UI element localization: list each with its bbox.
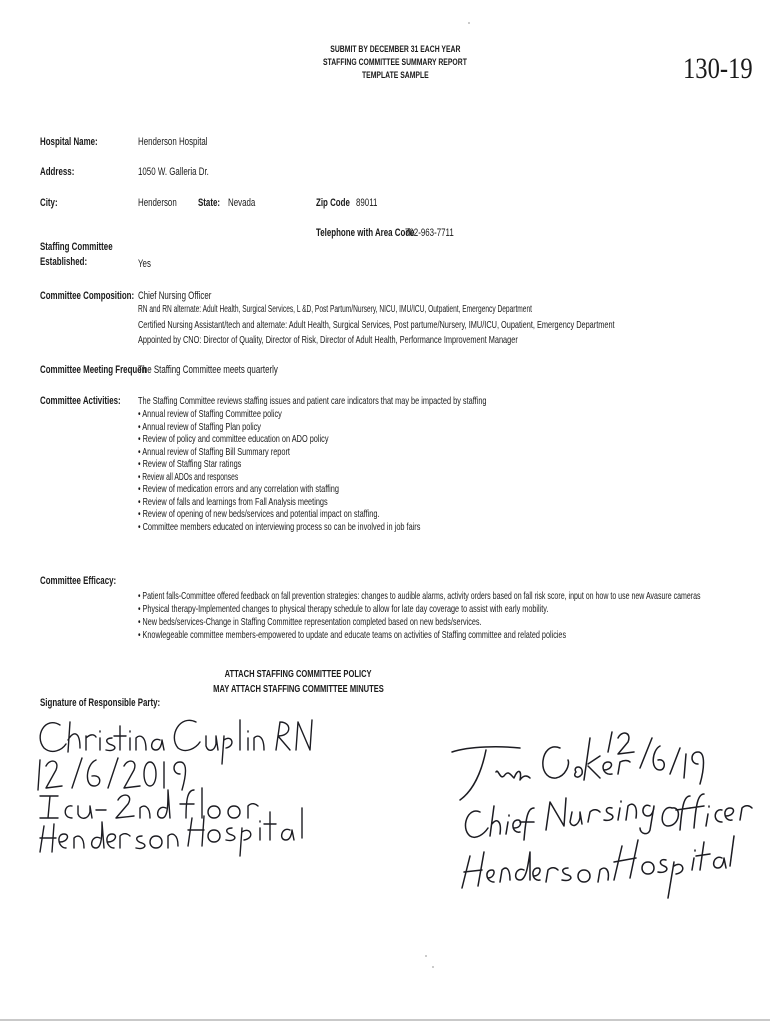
list-item: • Review of falls and learnings from Fall Analysis meetings bbox=[138, 495, 328, 508]
signature-stroke bbox=[740, 806, 752, 820]
signature-stroke bbox=[562, 868, 571, 880]
zip-value: 89011 bbox=[356, 197, 378, 209]
signature-stroke bbox=[533, 868, 540, 880]
list-item: • Patient falls-Committee offered feedback on fall prevention strategies: changes to audible alarms, activity orders based on fall risk score, input on how to use new Avasure cameras bbox=[138, 590, 701, 602]
signature-stroke bbox=[546, 798, 566, 830]
signature-stroke bbox=[465, 811, 488, 837]
composition-line-3: Certified Nursing Assistant/tech and alternate: Adult Health, Surgical Services, Post partume/Nursery, IMU/ICU, Oupatient, Emergency Department bbox=[138, 319, 615, 331]
signature-stroke bbox=[78, 806, 92, 818]
signature-stroke bbox=[506, 815, 509, 834]
signature-label: Signature of Responsible Party: bbox=[40, 697, 161, 709]
telephone-value: 702-963-7711 bbox=[405, 227, 454, 239]
list-item: • Review of Staffing Star ratings bbox=[138, 458, 242, 470]
signature-stroke bbox=[490, 806, 500, 836]
scan-speck bbox=[432, 966, 434, 968]
signature-stroke bbox=[684, 754, 686, 778]
signature-stroke bbox=[640, 805, 654, 833]
scan-speck bbox=[425, 955, 427, 957]
signature-stroke bbox=[174, 762, 186, 790]
address-value: 1050 W. Galleria Dr. bbox=[138, 166, 209, 178]
hospital-name-value: Henderson Hospital bbox=[138, 136, 208, 148]
attach-policy-line: ATTACH STAFFING COMMITTEE POLICY bbox=[224, 668, 372, 680]
signature-stroke bbox=[168, 834, 178, 848]
signature-stroke bbox=[618, 733, 634, 754]
signature-stroke bbox=[208, 830, 220, 842]
established-value: Yes bbox=[138, 258, 151, 270]
signature-stroke bbox=[714, 857, 726, 868]
signature-stroke bbox=[140, 806, 150, 818]
list-item: • Review of medication errors and any correlation with staffing bbox=[138, 483, 339, 495]
signature-stroke bbox=[40, 723, 66, 752]
signature-stroke bbox=[496, 771, 530, 780]
signature-stroke bbox=[59, 834, 68, 848]
header-line-1: SUBMIT BY DECEMBER 31 EACH YEAR bbox=[329, 44, 461, 55]
signature-stroke bbox=[618, 801, 621, 820]
hospital-name-label: Hospital Name: bbox=[40, 136, 98, 148]
signature-stroke bbox=[668, 862, 683, 898]
signature-stroke bbox=[543, 747, 569, 778]
list-item: • Review of policy and committee education on ADO policy bbox=[138, 433, 329, 445]
signature-stroke bbox=[208, 806, 220, 818]
scan-speck bbox=[468, 22, 470, 24]
signature-stroke bbox=[86, 735, 96, 750]
signature-stroke bbox=[74, 836, 84, 848]
state-value: Nevada bbox=[228, 197, 256, 209]
composition-label: Committee Composition: bbox=[40, 290, 135, 302]
signature-stroke bbox=[658, 860, 667, 873]
signature-stroke bbox=[653, 746, 664, 770]
city-value: Henderson bbox=[138, 197, 177, 209]
signature-stroke bbox=[520, 808, 534, 840]
composition-line-2: RN and RN alternate: Adult Health, Surgical Services, L &D, Post Partum/Nursery, NICU, IMU/ICU, Outpatient, Emergency Department bbox=[138, 304, 532, 315]
signature-stroke bbox=[188, 816, 204, 846]
signature-stroke bbox=[640, 738, 652, 768]
efficacy-label: Committee Efficacy: bbox=[40, 575, 117, 587]
signature-stroke bbox=[222, 736, 232, 764]
signature-stroke bbox=[38, 760, 40, 790]
signature-stroke bbox=[92, 822, 104, 848]
signature-stroke bbox=[144, 762, 156, 786]
list-item: • New beds/services-Change in Staffing Committee representation completed based on new beds/services. bbox=[138, 616, 482, 628]
city-label: City: bbox=[40, 197, 58, 209]
signature-stroke bbox=[604, 808, 613, 821]
signature-stroke bbox=[588, 810, 600, 822]
signature-stroke bbox=[264, 812, 276, 840]
meeting-frequency-label: Committee Meeting Frequen bbox=[40, 364, 147, 376]
signature-stroke bbox=[65, 806, 72, 818]
signature-stroke bbox=[692, 850, 695, 870]
activities-label: Committee Activities: bbox=[40, 395, 121, 407]
signature-stroke bbox=[152, 739, 164, 750]
signature-stroke bbox=[206, 736, 218, 750]
signature-stroke bbox=[690, 794, 704, 828]
signature-stroke bbox=[68, 722, 80, 752]
signature-stroke bbox=[546, 868, 558, 882]
document-number: 130-19 bbox=[683, 52, 753, 85]
signature-stroke bbox=[108, 758, 118, 788]
signature-stroke bbox=[578, 870, 590, 882]
signature-stroke bbox=[158, 790, 170, 818]
page-bottom-edge bbox=[0, 1019, 770, 1021]
established-label-line-2: Established: bbox=[40, 256, 88, 268]
signature-stroke bbox=[715, 810, 722, 822]
signature-stroke bbox=[180, 790, 194, 818]
activities-intro: The Staffing Committee reviews staffing issues and patient care indicators that may be impacted by staffing bbox=[138, 395, 487, 407]
signature-stroke bbox=[248, 804, 258, 818]
signature-stroke bbox=[72, 758, 82, 788]
signature-stroke bbox=[692, 752, 704, 784]
attach-minutes-line: MAY ATTACH STAFFING COMMITTEE MINUTES bbox=[213, 683, 384, 695]
signature-stroke bbox=[150, 836, 162, 848]
list-item: • Knowlegeable committee members-empowered to update and educate teams on activities of Staffing committee and related policies bbox=[138, 629, 567, 641]
list-item: • Annual review of Staffing Committee policy bbox=[138, 408, 282, 420]
zip-label: Zip Code bbox=[316, 197, 350, 209]
signature-stroke bbox=[500, 868, 510, 882]
meeting-frequency-value: The Staffing Committee meets quarterly bbox=[138, 364, 278, 376]
signature-stroke bbox=[240, 828, 251, 856]
signature-stroke bbox=[174, 720, 200, 750]
list-item: • Annual review of Staffing Plan policy bbox=[138, 420, 261, 433]
signature-stroke bbox=[614, 840, 638, 880]
signature-stroke bbox=[706, 806, 709, 826]
signature-stroke bbox=[114, 726, 126, 750]
signature-stroke bbox=[106, 738, 115, 750]
signature-stroke bbox=[584, 738, 600, 780]
signature-stroke bbox=[603, 762, 612, 774]
signature-stroke bbox=[116, 795, 134, 818]
signature-stroke bbox=[608, 732, 612, 752]
signature-stroke bbox=[40, 796, 58, 818]
signature-stroke bbox=[120, 834, 130, 848]
composition-line-1: Chief Nursing Officer bbox=[138, 290, 212, 302]
signature-stroke bbox=[282, 829, 294, 840]
signature-stroke bbox=[725, 808, 734, 820]
signature-stroke bbox=[124, 761, 140, 788]
list-item: • Annual review of Staffing Bill Summary report bbox=[138, 445, 290, 458]
signature-stroke bbox=[136, 736, 146, 750]
signature-stroke bbox=[254, 736, 264, 750]
signature-stroke bbox=[107, 834, 116, 848]
signature-stroke bbox=[276, 722, 290, 750]
list-item: • Physical therapy-Implemented changes to physical therapy schedule to allow for late day coverage to assist with early mobility. bbox=[138, 603, 549, 615]
signature-stroke bbox=[670, 748, 680, 774]
signature-stroke bbox=[487, 870, 494, 882]
signature-stroke bbox=[516, 852, 530, 880]
header-line-3: TEMPLATE SAMPLE bbox=[361, 70, 429, 81]
signature-stroke bbox=[40, 824, 56, 852]
telephone-label: Telephone with Area Code bbox=[316, 227, 415, 239]
list-item: • Committee members educated on interviewing process so can be involved in job fairs bbox=[138, 520, 421, 533]
signature-stroke bbox=[642, 862, 654, 874]
signature-stroke bbox=[228, 806, 240, 818]
list-item: • Review of opening of new beds/services and potential impact on staffing. bbox=[138, 508, 380, 520]
signature-stroke bbox=[696, 842, 710, 870]
signature-stroke bbox=[598, 868, 608, 882]
signature-stroke bbox=[296, 720, 312, 750]
signature-stroke bbox=[46, 761, 62, 788]
signature-stroke bbox=[570, 812, 582, 825]
signature-stroke bbox=[460, 750, 486, 800]
signature-stroke bbox=[618, 761, 630, 775]
signature-stroke bbox=[226, 828, 235, 840]
signature-stroke bbox=[136, 836, 145, 848]
signature-stroke bbox=[626, 804, 636, 820]
established-label-line-1: Staffing Committee bbox=[40, 241, 113, 253]
header-line-2: STAFFING COMMITTEE SUMMARY REPORT bbox=[323, 57, 467, 68]
composition-line-4: Appointed by CNO: Director of Quality, Director of Risk, Director of Adult Health, Performance Improvement Manager bbox=[138, 334, 518, 346]
signature-stroke bbox=[87, 760, 99, 786]
signature-stroke bbox=[462, 852, 484, 888]
signature-stroke bbox=[575, 767, 583, 777]
address-label: Address: bbox=[40, 166, 75, 178]
list-item: • Review all ADOs and responses bbox=[138, 470, 239, 483]
signature-stroke bbox=[730, 836, 734, 866]
state-label: State: bbox=[198, 197, 221, 209]
